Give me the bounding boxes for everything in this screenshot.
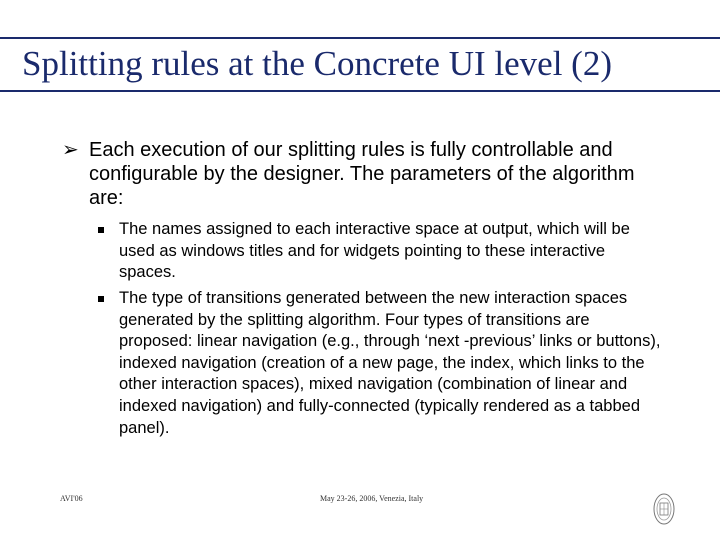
university-seal-icon: [652, 491, 676, 527]
main-bullet-text: Each execution of our splitting rules is fully controllable and configurable by the designer. The parameters of the algorithm are:: [89, 139, 635, 209]
sub-bullet: [98, 219, 668, 284]
sub-bullet-text: The type of transitions generated between the new interaction spaces generated by the splitting algorithm. Four types of transitions are proposed: linear navigation (e.g., through ‘next -previous’ links or buttons), indexed navigation (creation of a new page, the index, which links to the other interaction spaces), mixed navigation (combination of linear and indexed navigation) and fully-connected (typically rendered as a tabbed panel).: [119, 289, 661, 437]
square-bullet-icon: [98, 296, 104, 302]
slide-title: Splitting rules at the Concrete UI level (2): [22, 44, 612, 83]
footer-date-location: May 23-26, 2006, Venezia, Italy: [320, 494, 424, 503]
title-top-rule: [0, 37, 720, 39]
sub-bullet-text: The names assigned to each interactive space at output, which will be used as windows titles and for widgets pointing to these interactive spaces.: [119, 220, 630, 282]
footer-conference: AVI'06: [60, 494, 83, 503]
main-bullet: [62, 138, 662, 210]
square-bullet-icon: [98, 227, 104, 233]
arrow-bullet-icon: ➢: [62, 139, 79, 161]
sub-bullet: [98, 288, 668, 439]
title-bottom-rule: [0, 90, 720, 92]
